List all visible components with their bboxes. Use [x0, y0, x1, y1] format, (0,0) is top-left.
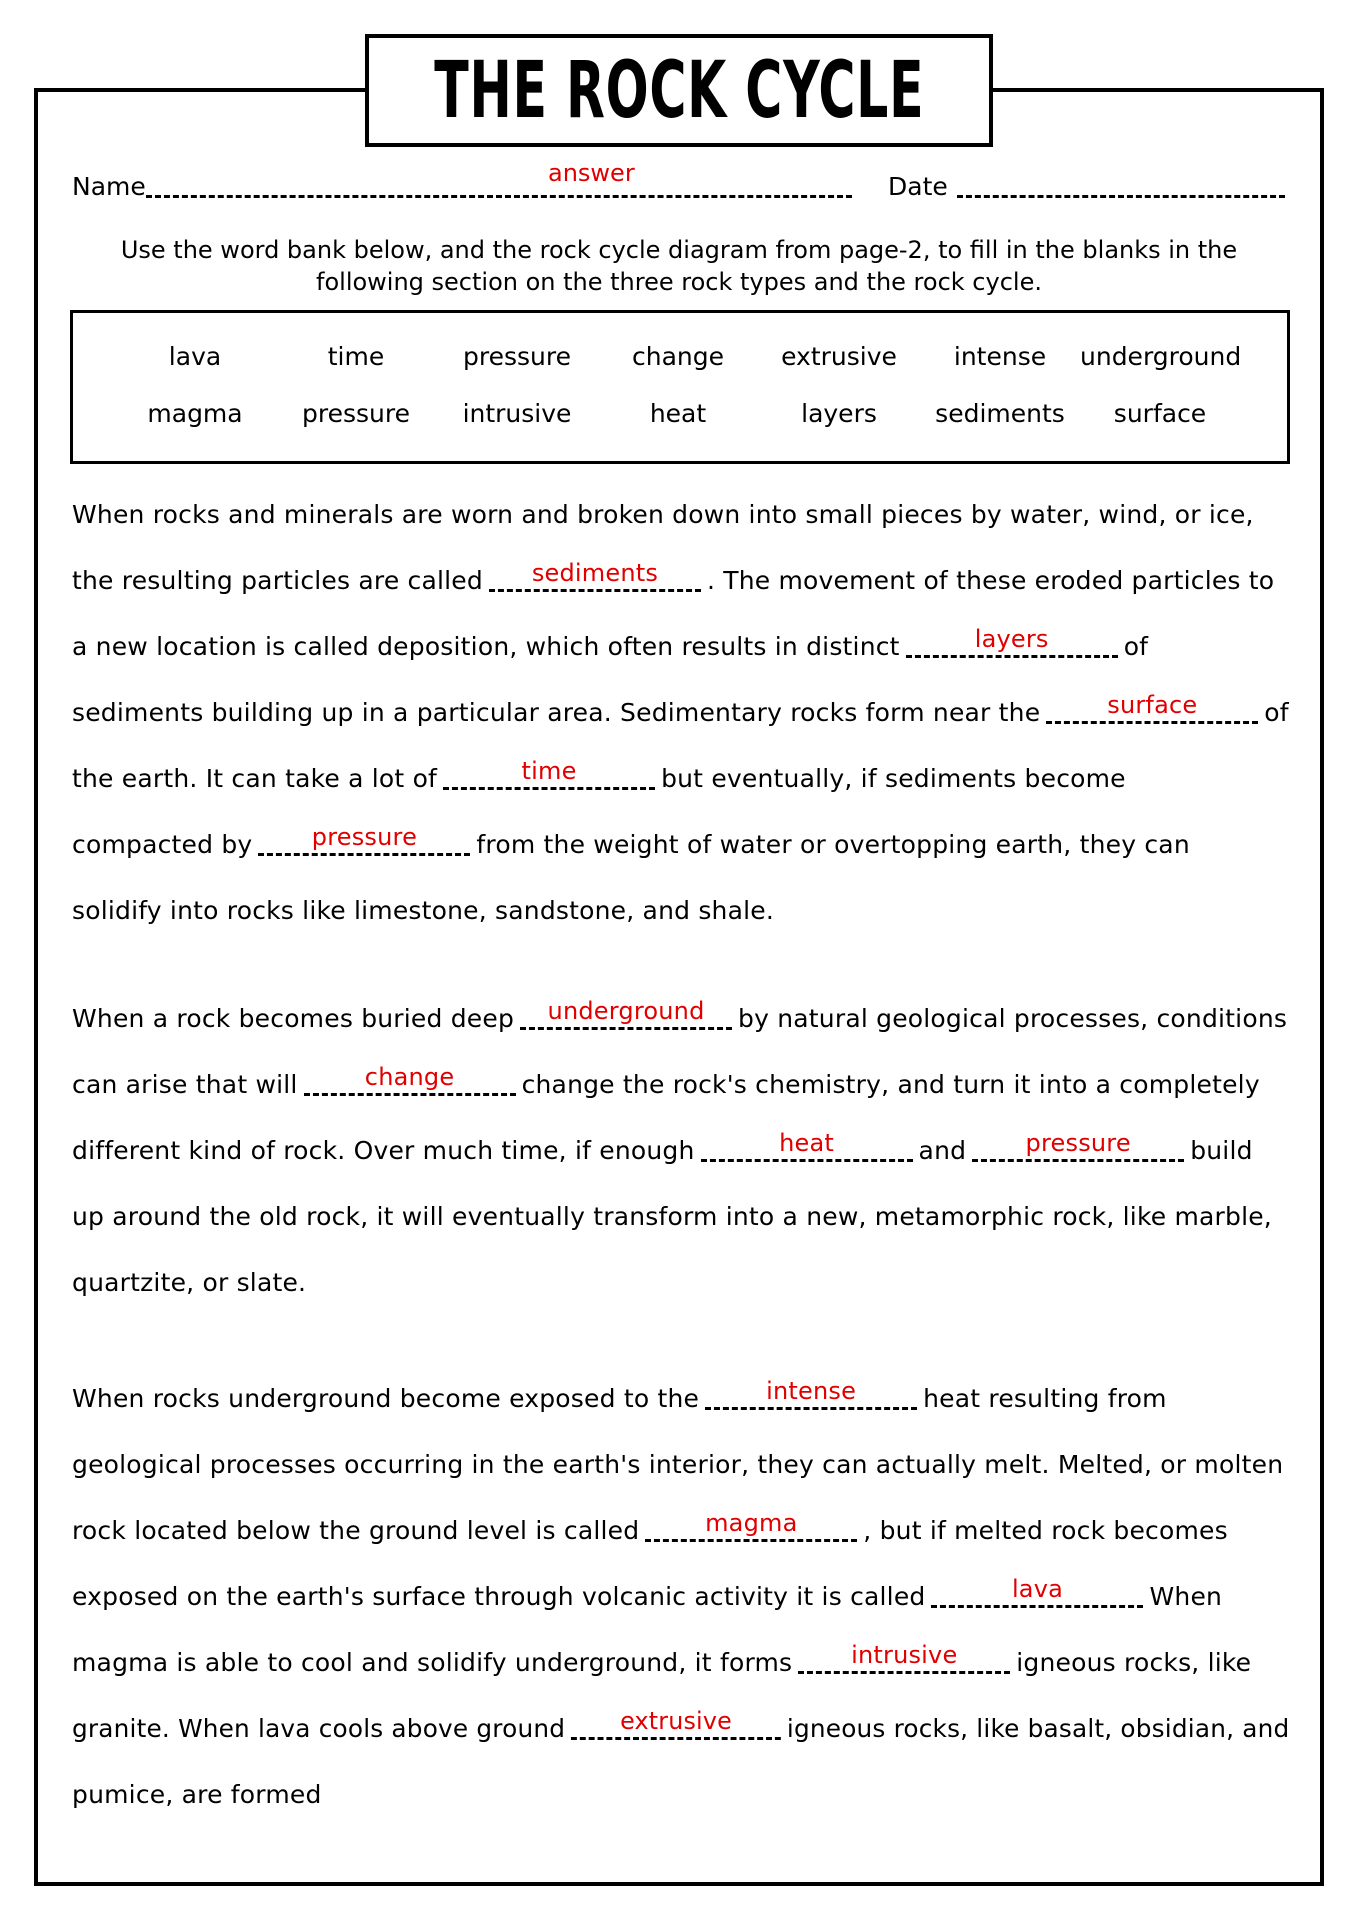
- line-text: change the rock's chemistry, and turn it into a completely: [521, 1070, 1260, 1099]
- line-text: pumice, are formed: [72, 1780, 322, 1809]
- passage-line: [72, 559, 1275, 596]
- word-bank-item: layers: [801, 399, 877, 428]
- passage-line: [72, 1707, 1290, 1744]
- line-text: different kind of rock. Over much time, if enough: [72, 1136, 695, 1165]
- answer-text: underground: [547, 997, 705, 1025]
- passage-line: [72, 1202, 1272, 1232]
- answer-text: extrusive: [620, 1707, 732, 1735]
- answer-blank[interactable]: [798, 1641, 1010, 1678]
- title-box: [365, 34, 993, 147]
- answer-blank[interactable]: [931, 1575, 1143, 1612]
- blank-underline: [931, 1605, 1143, 1608]
- word-bank-item: magma: [147, 399, 243, 428]
- blank-underline: [1046, 721, 1258, 724]
- passage-line: [72, 1129, 1253, 1166]
- word-bank-item: intense: [953, 342, 1047, 371]
- line-text: exposed on the earth's surface through volcanic activity it is called: [72, 1582, 926, 1611]
- line-text: from the weight of water or overtopping earth, they can: [476, 830, 1190, 859]
- line-text: igneous rocks, like: [1016, 1648, 1252, 1677]
- answer-text: sediments: [531, 559, 659, 587]
- line-text: When a rock becomes buried deep: [72, 1004, 515, 1033]
- instructions-line-2: following section on the three rock types and the rock cycle.: [316, 268, 1042, 296]
- line-text: compacted by: [72, 830, 253, 859]
- answer-blank[interactable]: [906, 625, 1118, 662]
- word-bank-item: pressure: [463, 342, 571, 371]
- line-text: by natural geological processes, conditions: [738, 1004, 1288, 1033]
- passage-line: [72, 1780, 322, 1810]
- line-text: of: [1264, 698, 1289, 727]
- answer-text: pressure: [311, 823, 418, 851]
- blank-underline: [520, 1027, 732, 1030]
- word-bank-item: surface: [1113, 399, 1207, 428]
- word-bank-item: extrusive: [781, 342, 897, 371]
- answer-text: change: [364, 1063, 455, 1091]
- passage-line: [72, 1063, 1260, 1100]
- date-field[interactable]: [957, 172, 1285, 202]
- word-bank-item: intrusive: [462, 399, 572, 428]
- word-bank-item: time: [327, 342, 385, 371]
- line-text: quartzite, or slate.: [72, 1268, 307, 1297]
- passage-line: [72, 1509, 1228, 1546]
- blank-underline: [571, 1737, 781, 1740]
- answer-blank[interactable]: [972, 1129, 1184, 1166]
- answer-text: intrusive: [851, 1641, 958, 1669]
- passage-line: [72, 500, 1254, 530]
- answer-blank[interactable]: [571, 1707, 781, 1744]
- answer-text: surface: [1107, 691, 1198, 719]
- answer-text: intense: [766, 1377, 857, 1405]
- answer-blank[interactable]: [443, 757, 655, 794]
- line-text: . The movement of these eroded particles to: [706, 566, 1275, 595]
- line-text: and: [918, 1136, 967, 1165]
- line-text: When rocks and minerals are worn and broken down into small pieces by water, wind, or ice,: [72, 500, 1254, 529]
- answer-text: heat: [779, 1129, 834, 1157]
- answer-text: time: [521, 757, 577, 785]
- answer-blank[interactable]: [701, 1129, 913, 1166]
- blank-underline: [645, 1539, 857, 1542]
- passage-line: [72, 691, 1289, 728]
- line-text: can arise that will: [72, 1070, 298, 1099]
- passage-line: [72, 757, 1126, 794]
- blank-underline: [489, 589, 701, 592]
- answer-blank[interactable]: [705, 1377, 917, 1414]
- answer-text: layers: [974, 625, 1049, 653]
- answer-blank[interactable]: [1046, 691, 1258, 728]
- name-label: Name: [72, 172, 146, 201]
- passage-line: [72, 896, 774, 926]
- word-bank-item: lava: [168, 342, 222, 371]
- answer-blank[interactable]: [645, 1509, 857, 1546]
- line-text: up around the old rock, it will eventually transform into a new, metamorphic rock, like marble,: [72, 1202, 1272, 1231]
- passage-line: [72, 823, 1190, 860]
- passage-line: [72, 1450, 1283, 1480]
- answer-blank[interactable]: [258, 823, 470, 860]
- line-text: of: [1123, 632, 1149, 661]
- word-bank-item: change: [631, 342, 724, 371]
- answer-blank[interactable]: [520, 997, 732, 1034]
- line-text: , but if melted rock becomes: [863, 1516, 1228, 1545]
- blank-underline: [906, 655, 1118, 658]
- blank-underline: [972, 1159, 1184, 1162]
- answer-blank[interactable]: [304, 1063, 516, 1100]
- passage-line: [72, 997, 1288, 1034]
- word-bank-item: sediments: [935, 399, 1065, 428]
- word-bank: [70, 310, 1290, 464]
- line-text: but eventually, if sediments become: [661, 764, 1126, 793]
- passage-line: [72, 1377, 1167, 1414]
- line-text: build: [1190, 1136, 1253, 1165]
- blank-underline: [798, 1671, 1010, 1674]
- date-label: Date: [888, 172, 948, 201]
- line-text: rock located below the ground level is called: [72, 1516, 640, 1545]
- blank-underline: [304, 1093, 516, 1096]
- blank-underline: [705, 1407, 917, 1410]
- answer-blank[interactable]: [489, 559, 701, 596]
- word-bank-item: underground: [1080, 342, 1242, 371]
- answer-text: lava: [1011, 1575, 1064, 1603]
- blank-underline: [443, 787, 655, 790]
- blank-underline: [258, 853, 470, 856]
- answer-text: pressure: [1025, 1129, 1131, 1157]
- passage-line: [72, 1641, 1252, 1678]
- passage-line: [72, 1268, 306, 1298]
- line-text: the earth. It can take a lot of: [72, 764, 438, 793]
- name-answer: answer: [548, 159, 635, 187]
- line-text: igneous rocks, like basalt, obsidian, and: [786, 1714, 1290, 1743]
- answer-text: magma: [705, 1509, 798, 1537]
- line-text: solidify into rocks like limestone, sandstone, and shale.: [72, 896, 775, 925]
- line-text: When: [1149, 1582, 1223, 1611]
- word-bank-item: pressure: [302, 399, 410, 428]
- blank-underline: [701, 1159, 913, 1162]
- line-text: geological processes occurring in the earth's interior, they can actually melt. Melted, or molten: [72, 1450, 1284, 1479]
- line-text: a new location is called deposition, which often results in distinct: [72, 632, 900, 661]
- page-title: THE ROCK CYCLE: [433, 45, 925, 136]
- line-text: the resulting particles are called: [72, 566, 483, 595]
- name-field[interactable]: [146, 172, 852, 202]
- line-text: heat resulting from: [923, 1384, 1167, 1413]
- line-text: sediments building up in a particular area. Sedimentary rocks form near the: [72, 698, 1041, 727]
- word-bank-item: heat: [649, 399, 707, 428]
- line-text: magma is able to cool and solidify underground, it forms: [72, 1648, 793, 1677]
- line-text: granite. When lava cools above ground: [72, 1714, 566, 1743]
- line-text: When rocks underground become exposed to the: [72, 1384, 700, 1413]
- instructions-line-1: Use the word bank below, and the rock cycle diagram from page-2, to fill in the blanks in the: [120, 236, 1238, 264]
- passage-line: [72, 1575, 1223, 1612]
- passage-line: [72, 625, 1149, 662]
